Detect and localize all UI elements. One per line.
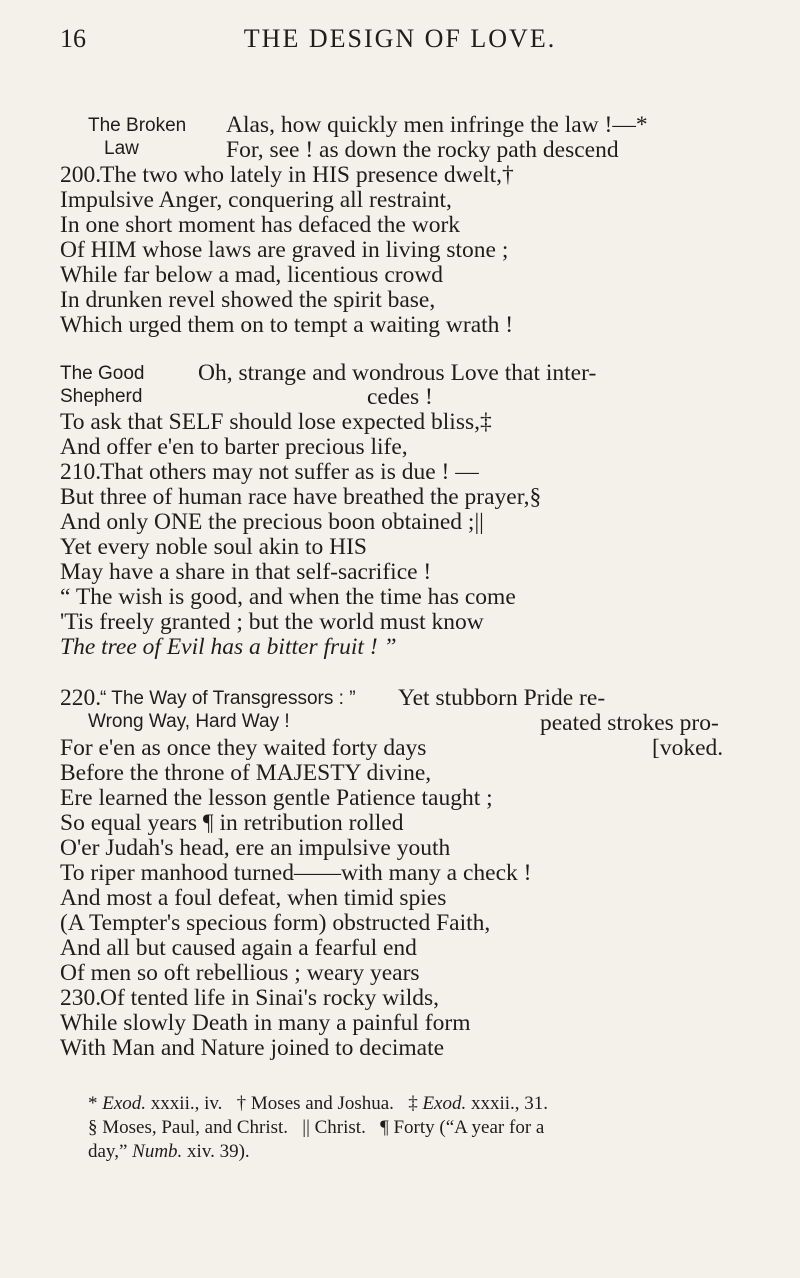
footnote-line: [88, 1116, 748, 1140]
line-number: 220.: [60, 685, 102, 711]
verse-line: And most a foul defeat, when timid spies: [60, 885, 447, 911]
footnote-mark: *: [88, 1093, 98, 1114]
footnote-text: xxxii., iv.: [150, 1093, 223, 1114]
running-title: THE DESIGN OF LOVE.: [243, 24, 557, 53]
verse-line: The two who lately in HIS presence dwelt,†: [100, 162, 514, 188]
footnote-text: xxxii., 31.: [470, 1093, 549, 1114]
verse-line: [voked.: [652, 735, 724, 761]
footnote-ref: Numb.: [132, 1141, 183, 1162]
footnote-ref: Exod.: [422, 1093, 467, 1114]
verse-line: In one short moment has defaced the work: [60, 212, 461, 238]
verse-line: Alas, how quickly men infringe the law !—*: [226, 112, 648, 138]
verse-line: Yet stubborn Pride re-: [398, 685, 606, 711]
footnotes: [88, 1092, 748, 1164]
verse-line: Yet every noble soul akin to HIS: [60, 534, 368, 560]
verse-line: Before the throne of MAJESTY divine,: [60, 760, 432, 786]
verse-line: So equal years ¶ in retribution rolled: [60, 810, 404, 836]
verse-line: And all but caused again a fearful end: [60, 935, 417, 961]
footnote-text: § Moses, Paul, and Christ.: [88, 1117, 289, 1138]
verse-line: For, see ! as down the rocky path descend: [226, 137, 619, 163]
verse-line: And offer e'en to barter precious life,: [60, 434, 408, 460]
verse-line: 'Tis freely granted ; but the world must know: [60, 609, 484, 635]
footnote-text: || Christ.: [302, 1117, 366, 1138]
verse-line: And only ONE the precious boon obtained ;||: [60, 509, 484, 535]
sidenote-line: “ The Way of Transgressors : ”: [100, 688, 356, 709]
verse-line: That others may not suffer as is due ! —: [100, 459, 479, 485]
footnote-line: [88, 1140, 748, 1164]
sidenote-line: The Broken: [88, 115, 187, 136]
page-header: [0, 24, 800, 74]
footnote-mark: ‡: [408, 1093, 418, 1114]
verse-line: cedes !: [367, 384, 433, 410]
footnote-text: ¶ Forty (“A year for a: [380, 1117, 545, 1138]
footnote-text: day,”: [88, 1141, 128, 1162]
verse-line: “ The wish is good, and when the time has come: [60, 584, 516, 610]
line-number: 230.: [60, 985, 102, 1011]
verse-line: (A Tempter's specious form) obstructed Faith,: [60, 910, 491, 936]
verse-line: Of HIM whose laws are graved in living stone ;: [60, 237, 509, 263]
verse-line: Impulsive Anger, conquering all restraint,: [60, 187, 452, 213]
sidenote-line: Wrong Way, Hard Way !: [88, 711, 290, 732]
verse-line: To ask that SELF should lose expected bliss,‡: [60, 409, 492, 435]
verse-line: While far below a mad, licentious crowd: [60, 262, 444, 288]
sidenote-line: Shepherd: [60, 386, 143, 407]
footnote-line: [88, 1092, 748, 1116]
verse-line: May have a share in that self-sacrifice !: [60, 559, 432, 585]
footnote-text: xiv. 39).: [187, 1141, 250, 1162]
verse-line: Which urged them on to tempt a waiting wrath !: [60, 312, 514, 338]
verse-line: But three of human race have breathed the prayer,§: [60, 484, 542, 510]
line-number: 200.: [60, 162, 102, 188]
verse-line: Oh, strange and wondrous Love that inter-: [198, 360, 597, 386]
verse-line: With Man and Nature joined to decimate: [60, 1035, 445, 1061]
verse-line: While slowly Death in many a painful form: [60, 1010, 471, 1036]
sidenote-line: Law: [104, 138, 139, 159]
footnote-ref: Exod.: [102, 1093, 147, 1114]
footnote-text: † Moses and Joshua.: [236, 1093, 394, 1114]
verse-line: Of men so oft rebellious ; weary years: [60, 960, 420, 986]
verse-line: peated strokes pro-: [540, 710, 719, 736]
verse-line: In drunken revel showed the spirit base,: [60, 287, 436, 313]
sidenote-line: The Good: [60, 363, 145, 384]
verse-line: Ere learned the lesson gentle Patience taught ;: [60, 785, 493, 811]
page-number: 16: [60, 24, 86, 53]
verse-line: Of tented life in Sinai's rocky wilds,: [100, 985, 440, 1011]
line-number: 210.: [60, 459, 102, 485]
verse-line: For e'en as once they waited forty days: [60, 735, 427, 761]
verse-line: O'er Judah's head, ere an impulsive youth: [60, 835, 451, 861]
verse-line: The tree of Evil has a bitter fruit ! ”: [60, 634, 397, 660]
verse-line: To riper manhood turned——with many a check !: [60, 860, 532, 886]
